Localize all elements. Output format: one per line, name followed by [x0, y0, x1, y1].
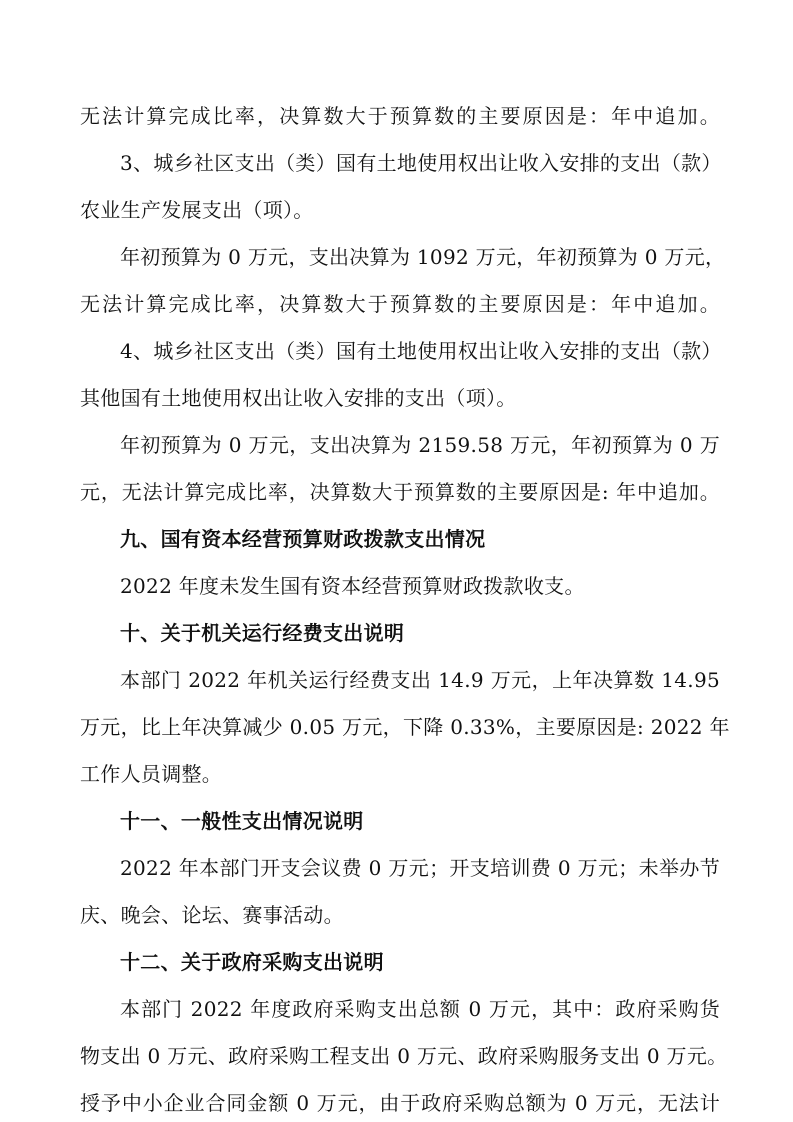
body-text-line: 无法计算完成比率，决算数大于预算数的主要原因是：年中追加。: [80, 104, 720, 128]
body-text-line: 2022 年本部门开支会议费 0 万元；开支培训费 0 万元；未举办节: [120, 856, 720, 880]
body-text-line: 其他国有土地使用权出让收入安排的支出（项）。: [80, 386, 517, 410]
body-text-line: 物支出 0 万元、政府采购工程支出 0 万元、政府采购服务支出 0 万元。: [80, 1044, 728, 1068]
body-text-line: 2022 年度未发生国有资本经营预算财政拨款收支。: [120, 574, 585, 598]
body-text-line: 4、城乡社区支出（类）国有土地使用权出让收入安排的支出（款）: [120, 339, 722, 363]
body-text-line: 无法计算完成比率，决算数大于预算数的主要原因是：年中追加。: [80, 292, 720, 316]
body-text-line: 农业生产发展支出（项）。: [80, 198, 314, 222]
body-text-line: 本部门 2022 年机关运行经费支出 14.9 万元，上年决算数 14.95: [120, 668, 720, 692]
body-text-line: 3、城乡社区支出（类）国有土地使用权出让收入安排的支出（款）: [120, 151, 722, 175]
body-text-line: 本部门 2022 年度政府采购支出总额 0 万元，其中：政府采购货: [120, 997, 720, 1021]
body-text-line: 万元，比上年决算减少 0.05 万元，下降 0.33%，主要原因是: 2022 年: [80, 715, 730, 739]
section-heading: 十二、关于政府采购支出说明: [120, 950, 384, 974]
body-text-line: 庆、晚会、论坛、赛事活动。: [80, 903, 344, 927]
body-text-line: 元，无法计算完成比率，决算数大于预算数的主要原因是: 年中追加。: [80, 480, 720, 504]
body-text-line: 年初预算为 0 万元，支出决算为 2159.58 万元，年初预算为 0 万: [120, 433, 720, 457]
body-text-line: 工作人员调整。: [80, 762, 223, 786]
section-heading: 九、国有资本经营预算财政拨款支出情况: [120, 527, 486, 551]
section-heading: 十、关于机关运行经费支出说明: [120, 621, 405, 645]
body-text-line: 授予中小企业合同金额 0 万元，由于政府采购总额为 0 万元，无法计: [80, 1091, 720, 1115]
body-text-line: 年初预算为 0 万元，支出决算为 1092 万元，年初预算为 0 万元，: [120, 245, 726, 269]
section-heading: 十一、一般性支出情况说明: [120, 809, 364, 833]
